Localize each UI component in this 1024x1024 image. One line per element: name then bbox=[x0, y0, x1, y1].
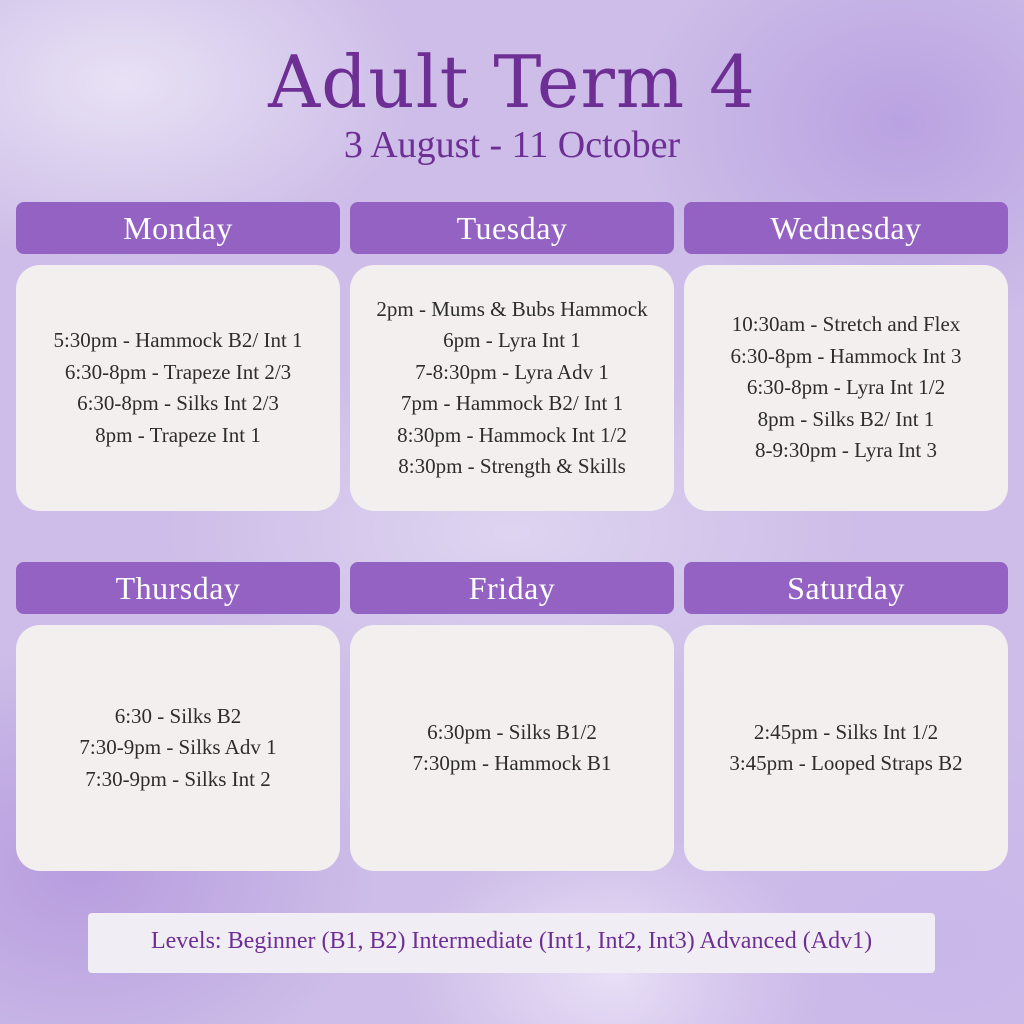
day-header-saturday: Saturday bbox=[684, 562, 1008, 614]
class-item: 8pm - Trapeze Int 1 bbox=[95, 422, 261, 447]
day-header-wednesday: Wednesday bbox=[684, 202, 1008, 254]
day-card-monday bbox=[16, 265, 340, 511]
class-item: 6:30-8pm - Trapeze Int 2/3 bbox=[64, 359, 292, 384]
day-card-tuesday bbox=[350, 265, 674, 511]
class-item: 8pm - Silks B2/ Int 1 bbox=[757, 406, 935, 431]
class-item: 2:45pm - Silks Int 1/2 bbox=[753, 719, 939, 744]
class-item: 8:30pm - Hammock Int 1/2 bbox=[397, 422, 627, 447]
class-item: 6pm - Lyra Int 1 bbox=[443, 328, 581, 352]
class-item: 7:30-9pm - Silks Adv 1 bbox=[79, 735, 277, 760]
class-item: 7pm - Hammock B2/ Int 1 bbox=[400, 391, 624, 415]
term-title: Adult Term 4 bbox=[268, 40, 756, 124]
levels-legend: Levels: Beginner (B1, B2) Intermediate (Int1, Int2, Int3) Advanced (Adv1) bbox=[88, 913, 935, 973]
class-item: 6:30pm - Silks B1/2 bbox=[427, 719, 597, 744]
class-item: 8:30pm - Strength & Skills bbox=[398, 454, 626, 478]
day-header-friday: Friday bbox=[350, 562, 674, 614]
class-item: 6:30-8pm - Silks Int 2/3 bbox=[77, 391, 279, 415]
day-card-saturday bbox=[684, 625, 1008, 871]
class-item: 8-9:30pm - Lyra Int 3 bbox=[755, 438, 937, 463]
class-item: 6:30-8pm - Hammock Int 3 bbox=[730, 343, 962, 368]
class-item: 6:30-8pm - Lyra Int 1/2 bbox=[746, 375, 946, 400]
day-header-tuesday: Tuesday bbox=[350, 202, 674, 254]
class-item: 3:45pm - Looped Straps B2 bbox=[729, 751, 963, 775]
day-header-thursday: Thursday bbox=[16, 562, 340, 614]
class-item: 5:30pm - Hammock B2/ Int 1 bbox=[53, 328, 303, 352]
day-card-friday bbox=[350, 625, 674, 871]
class-item: 7-8:30pm - Lyra Adv 1 bbox=[415, 359, 609, 384]
day-header-monday: Monday bbox=[16, 202, 340, 254]
term-dates: 3 August - 11 October bbox=[343, 124, 681, 166]
class-item: 6:30 - Silks B2 bbox=[114, 703, 242, 728]
class-item: 10:30am - Stretch and Flex bbox=[731, 312, 961, 337]
class-item: 2pm - Mums & Bubs Hammock bbox=[376, 296, 648, 321]
class-item: 7:30-9pm - Silks Int 2 bbox=[85, 766, 271, 791]
day-card-wednesday bbox=[684, 265, 1008, 511]
day-card-thursday bbox=[16, 625, 340, 871]
class-item: 7:30pm - Hammock B1 bbox=[412, 751, 612, 775]
